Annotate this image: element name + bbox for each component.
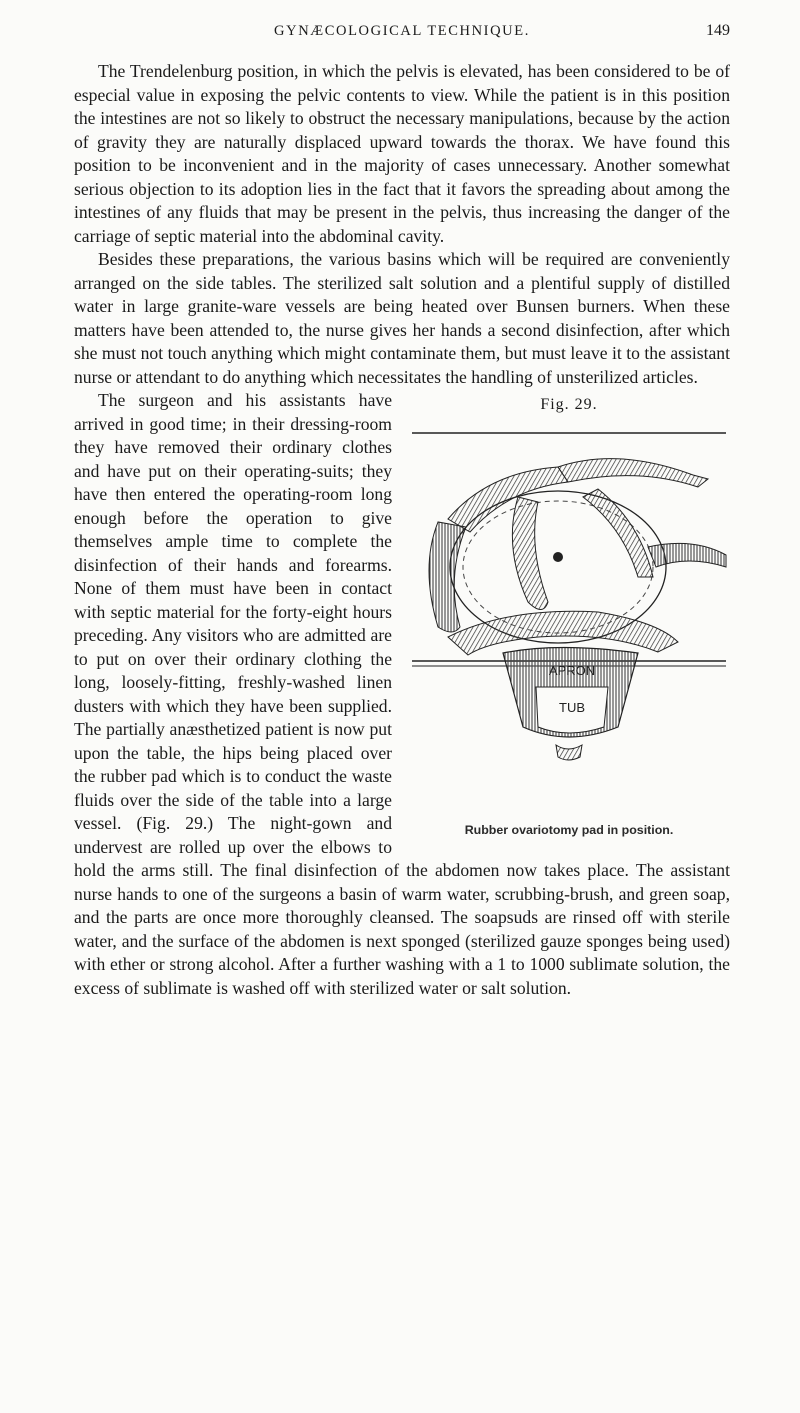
figure-caption: Rubber ovariotomy pad in position. [464,823,674,837]
paragraph-3: The surgeon and his assistants have arrived in good time; in their dressing-room they have removed their ordinary clothes and have put on their operating-suits; they have then entered the operating-room long enough before the operation to give themselves ample time to complete the disinfection of their hands and forearms. None of them must have been in contact with septic material for the forty-eight hours preceding. Any visitors who are admitted are to put on over their ordinary clothing the long, loosely-fitting, freshly-washed linen dusters with which they have been supplied. The partially anæsthetized patient is now put upon the table, the hips being placed over the rubber pad which is to conduct the waste fluids over the side of the table into a large vessel. (Fig. 29.) The night-gown and undervest are rolled up over the elbows to hold the arms still. The final disinfection of the abdomen now takes place. The assistant nurse hands to one of the surgeons a basin of warm water, scrubbing-brush, and green soap, and the parts are once more thoroughly cleansed. The soapsuds are rinsed off with sterile water, and the surface of the abdomen is next sponged (sterilized gauze sponges being used) with ether or strong alcohol. After a further washing with a 1 to 1000 sublimate solution, the excess of sublimate is washed off with sterilized water or salt solution. [74,390,730,998]
running-head: GYNÆCOLOGICAL TECHNIQUE. [274,23,530,39]
apron-label: APRON [548,663,596,678]
body-text [74,60,730,1000]
paragraph-1: The Trendelenburg position, in which the pelvis is elevated, has been considered to be of especial value in exposing the pelvic contents to view. While the patient is in this position the intestines are not so likely to obstruct the necessary manipulations, because by the action of gravity they are naturally displaced upward towards the thorax. We have found this position to be inconvenient and in the majority of cases unnecessary. Another somewhat serious objection to its adoption lies in the fact that it favors the spreading about among the intestines of any fluids that may be present in the pelvis, thus increasing the danger of the carriage of septic material into the abdominal cavity. [74,61,730,246]
figure-label: Fig. 29. [540,396,598,413]
figure-29 [408,393,730,853]
ovariotomy-pad-illustration [408,427,730,817]
paragraph-2: Besides these preparations, the various basins which will be required are conveniently arranged on the side tables. The sterilized salt solution and a plentiful supply of distilled water in large granite-ware vessels are being heated over Bunsen burners. When these matters have been attended to, the nurse gives her hands a second disinfection, after which she must not touch anything which might contaminate them, but must leave it to the assistant nurse or attendant to do anything which necessitates the handling of unsterilized articles. [74,249,730,387]
page-header [74,20,730,50]
tub-label: TUB [559,700,585,715]
page-number: 149 [706,22,730,39]
